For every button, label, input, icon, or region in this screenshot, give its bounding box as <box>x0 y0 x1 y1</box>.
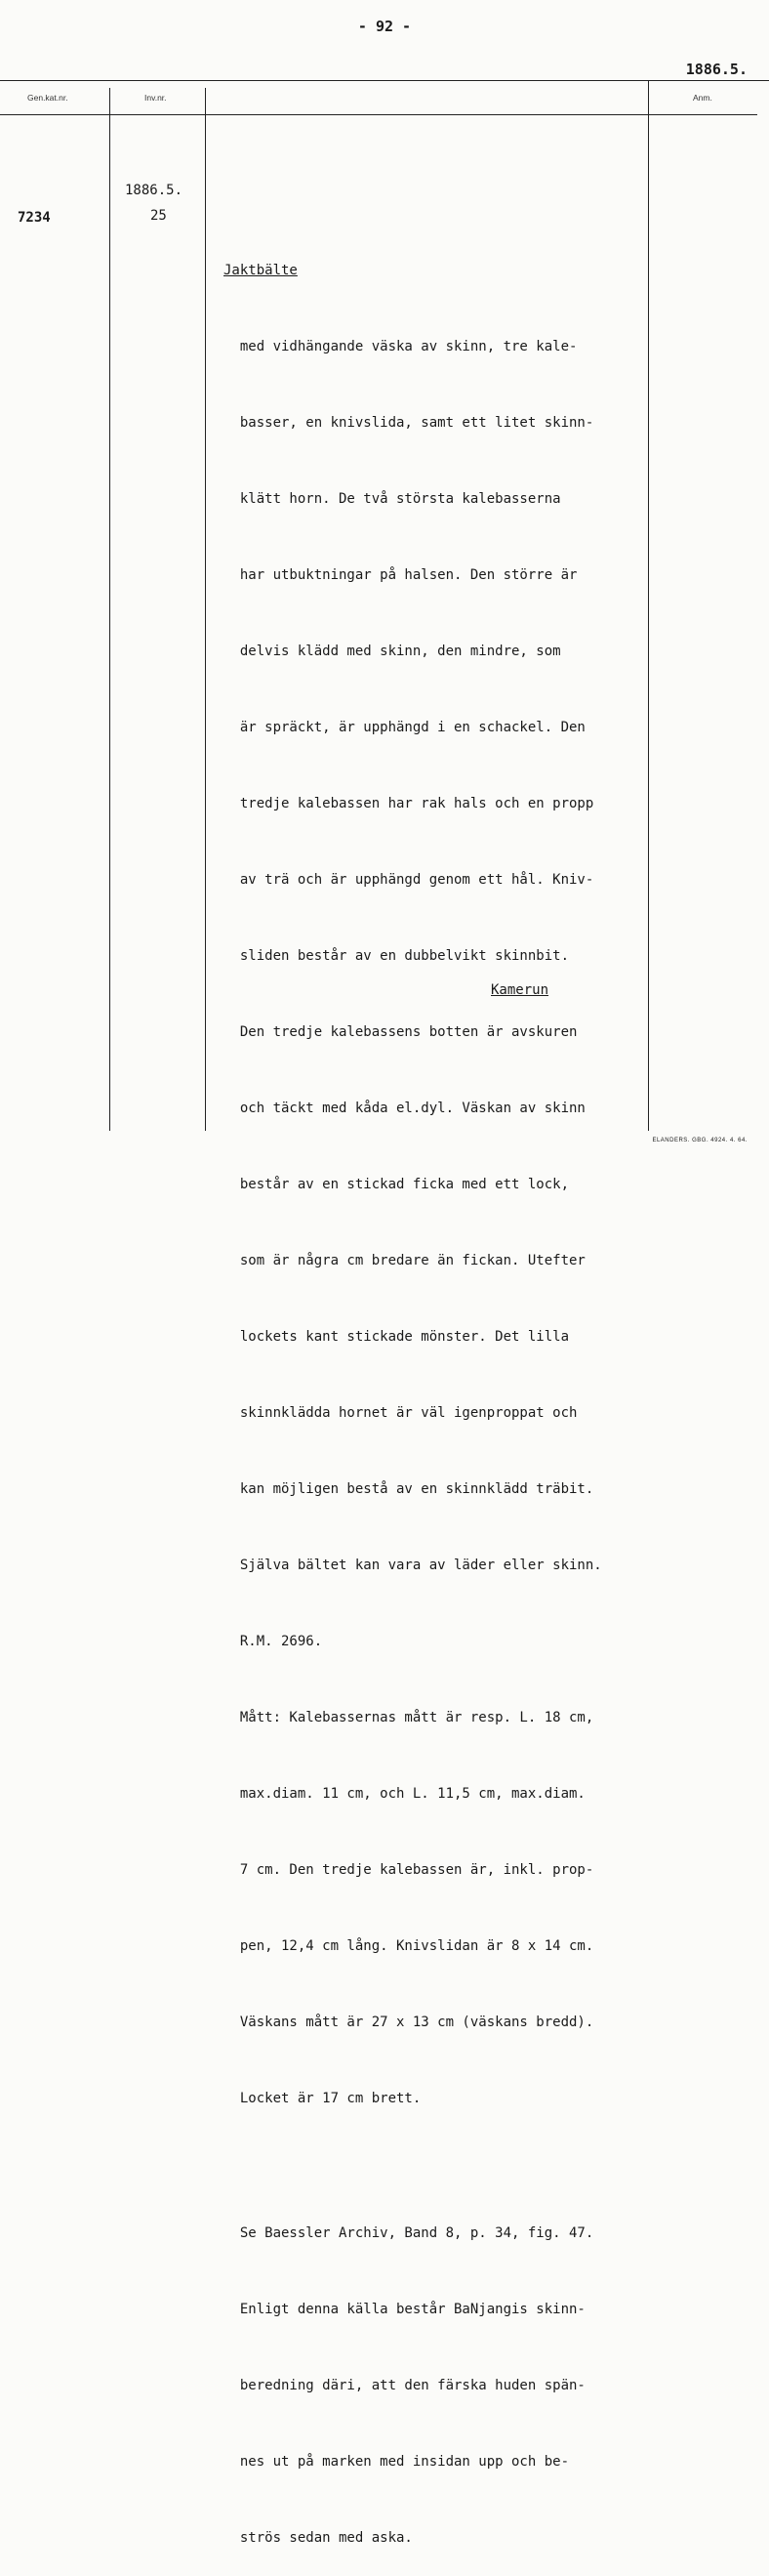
column-header-anm: Anm. <box>693 93 712 103</box>
description-line: har utbuktningar på halsen. Den större är <box>223 567 578 583</box>
description-line: sliden består av en dubbelvikt skinnbit. <box>223 948 570 964</box>
description-line: av trä och är upphängd genom ett hål. Kniv- <box>223 872 594 888</box>
description-line: skinnklädda hornet är väl igenproppat och <box>223 1405 578 1421</box>
description-line: basser, en knivslida, samt ett litet skinn- <box>223 415 594 431</box>
description-line: max.diam. 11 cm, och L. 11,5 cm, max.diam. <box>223 1786 586 1802</box>
description-line: tredje kalebassen har rak hals och en propp <box>223 796 594 811</box>
reference-line: Se Baessler Archiv, Band 8, p. 34, fig. 47. <box>223 2225 594 2241</box>
header-catalog-ref: 1886.5. <box>685 61 748 78</box>
description-line: som är några cm bredare än fickan. Utefter <box>223 1253 586 1268</box>
reference-line: Enligt denna källa består BaNjangis skinn- <box>223 2302 586 2317</box>
reference-line: nes ut på marken med insidan upp och be- <box>223 2454 570 2470</box>
inv-number: 25 <box>150 208 167 224</box>
description-line: Mått: Kalebassernas mått är resp. L. 18 cm, <box>223 1710 594 1725</box>
description-line: 7 cm. Den tredje kalebassen är, inkl. prop- <box>223 1862 594 1878</box>
column-divider-anm <box>648 80 649 1131</box>
description-line: Locket är 17 cm brett. <box>223 2091 422 2106</box>
column-header-gen: Gen.kat.nr. <box>27 93 68 103</box>
column-divider-inv <box>205 88 206 1131</box>
description-line: och täckt med kåda el.dyl. Väskan av skinn <box>223 1101 586 1116</box>
column-divider-gen <box>109 88 110 1131</box>
description-line: delvis klädd med skinn, den mindre, som <box>223 644 561 659</box>
description-line: R.M. 2696. <box>223 1634 323 1649</box>
description-line: består av en stickad ficka med ett lock, <box>223 1177 570 1192</box>
entry-title: Jaktbälte <box>223 263 298 278</box>
header-bottom-rule <box>0 114 757 115</box>
gen-kat-number: 7234 <box>18 210 51 226</box>
description-line: med vidhängande väska av skinn, tre kale- <box>223 339 578 354</box>
reference-line: beredning däri, att den färska huden spän- <box>223 2378 586 2393</box>
description-line: Väskans mått är 27 x 13 cm (väskans bredd). <box>223 2015 594 2030</box>
description-line: pen, 12,4 cm lång. Knivslidan är 8 x 14 cm. <box>223 1938 594 1954</box>
column-header-inv: Inv.nr. <box>144 93 167 103</box>
reference-line: strös sedan med aska. <box>223 2530 413 2546</box>
description-line: kan möjligen bestå av en skinnklädd träbit. <box>223 1481 594 1497</box>
description-line: klätt horn. De två största kalebasserna <box>223 491 561 507</box>
place-of-origin: Kamerun <box>491 982 549 998</box>
description-line: Den tredje kalebassens botten är avskuren <box>223 1024 578 1040</box>
header-top-rule <box>0 80 769 81</box>
printer-imprint: ELANDERS. GBG. 4924. 4. 64. <box>652 1138 748 1143</box>
inv-date: 1886.5. <box>125 183 183 198</box>
paragraph-gap <box>223 2162 602 2170</box>
entry-description <box>223 207 602 2576</box>
description-line: är spräckt, är upphängd i en schackel. Den <box>223 720 586 735</box>
page-number: - 92 - <box>357 18 412 35</box>
description-line: lockets kant stickade mönster. Det lilla <box>223 1329 570 1345</box>
description-line: Själva bältet kan vara av läder eller skinn. <box>223 1558 602 1573</box>
